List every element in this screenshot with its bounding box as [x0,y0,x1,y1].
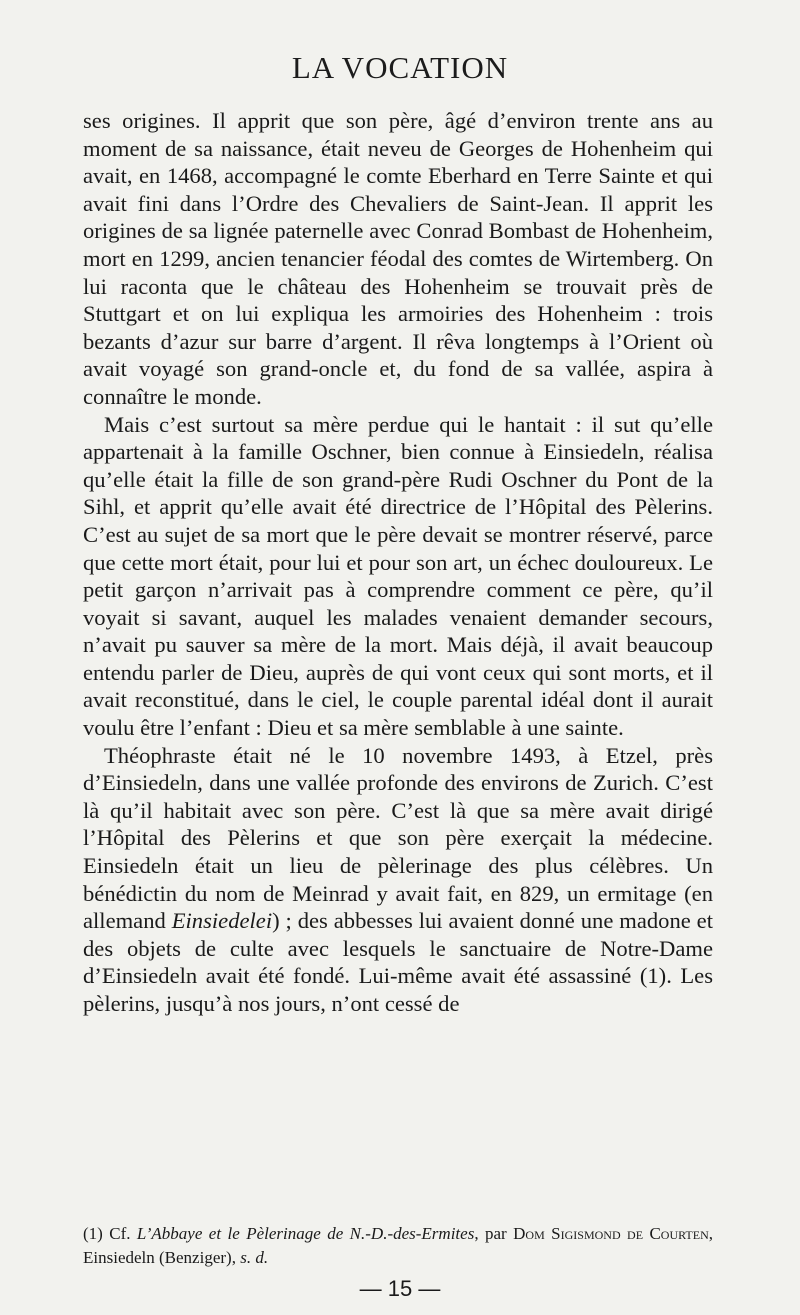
paragraph-2: Mais c’est surtout sa mère perdue qui le hantait : il sut qu’elle appartenait à la famille Oschner, bien connue à Einsiedeln, réalisa qu’elle était la fille de son grand-père Rudi Oschner du Pont de la Sihl, et apprit qu’elle avait été directrice de l’Hôpital des Pèlerins. C’est au sujet de sa mort que le père devait se montrer réservé, parce que cette mort était, pour lui et pour son art, un échec douloureux. Le petit garçon n’arrivait pas à comprendre comment ce père, qu’il voyait si savant, auquel les malades venaient demander secours, n’avait pu sauver sa mère de la mort. Mais déjà, il avait beaucoup entendu parler de Dieu, auprès de qui vont ceux qui sont morts, et il avait reconstitué, dans le ciel, le couple parental idéal dont il aurait voulu être l’enfant : Dieu et sa mère semblable à une sainte. [83,411,713,741]
running-title: LA VOCATION [291,50,509,85]
footnote-sans-date: s. d. [240,1248,269,1267]
page-number: — 15 — [359,1276,441,1301]
paragraph-3-text-start: Théophraste était né le 10 novembre 1493, à Etzel, près d’Einsiedeln, dans une vallée profonde des environs de Zurich. C’est là qu’il habitait avec son père. C’est là que sa mère avait dirigé l’Hôpital des Pèlerins et que son père exerçait la médecine. Einsiedeln était un lieu de pèlerinage des plus célèbres. Un bénédictin du nom de Meinrad y avait fait, en 829, un ermitage (en allemand [83,742,713,934]
paragraph-1: ses origines. Il apprit que son père, âgé d’environ trente ans au moment de sa naissance, était neveu de Georges de Hohenheim qui avait, en 1468, accompagné le comte Eberhard en Terre Sainte et qui avait fini dans l’Ordre des Chevaliers de Saint-Jean. Il apprit les origines de sa lignée paternelle avec Conrad Bombast de Hohenheim, mort en 1299, ancien tenancier féodal des comtes de Wirtemberg. On lui raconta que le château des Hohenheim se trouvait près de Stuttgart et on lui expliqua les armoiries des Hohenheim : trois bezants d’azur sur barre d’argent. Il rêva longtemps à l’Orient où avait voyagé son grand-oncle et, du fond de sa vallée, aspira à connaître le monde. [83,108,713,409]
footnote-by: , par [474,1224,514,1243]
footnote-publisher: , Einsiedeln (Benziger), [83,1224,713,1267]
paragraph-3-text-end: ) ; des abbesses lui avaient donné une madone et des objets de culte avec lesquels le sanctuaire de Notre-Dame d’Einsiedeln avait été fondé. Lui-même avait été assassiné (1). Les pèlerins, jusqu’à nos jours, n’ont cessé de [83,908,713,1016]
paragraph-3-italic-term: Einsiedelei [171,908,273,934]
footnote-book-title: L’Abbaye et le Pèlerinage de N.-D.-des-Ermites [136,1224,475,1243]
body-text [83,107,713,1018]
footnote-author: Dom Sigismond de Courten [513,1224,709,1243]
paragraph-3 [83,742,713,1018]
footnote-marker: (1) Cf. [83,1224,137,1243]
footnote [83,1222,713,1270]
